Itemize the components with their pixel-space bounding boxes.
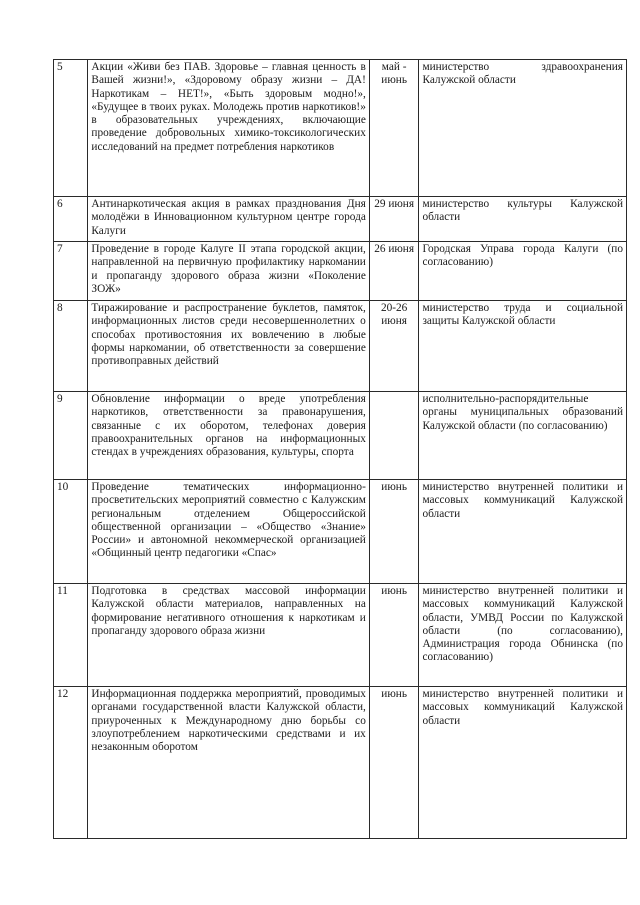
responsible-cell: министерство культуры Калужской области bbox=[419, 197, 627, 242]
responsible-cell: Городская Управа города Калуги (по согласованию) bbox=[419, 242, 627, 301]
table-row bbox=[54, 197, 627, 242]
activity-cell: Антинаркотическая акция в рамках празднования Дня молодёжи в Инновационном культурном центре города Калуги bbox=[88, 197, 369, 242]
responsible-cell: министерство труда и социальной защиты Калужской области bbox=[419, 301, 627, 392]
activity-cell: Информационная поддержка мероприятий, проводимых органами государственной власти Калужской области, приуроченных к Международному дню борьбы со злоупотреблением наркотическими средствами и их незаконным оборотом bbox=[88, 687, 369, 839]
row-number: 8 bbox=[54, 301, 88, 392]
responsible-cell: министерство внутренней политики и массовых коммуникаций Калужской области, УМВД России по Калужской области (по согласованию), Администрация города Обнинска (по согласованию) bbox=[419, 584, 627, 687]
row-number: 9 bbox=[54, 392, 88, 480]
activity-cell: Акции «Живи без ПАВ. Здоровье – главная ценность в Вашей жизни!», «Здоровому образу жизни – ДА! Наркотикам – НЕТ!», «Быть здоровым модно!», «Будущее в твоих руках. Молодежь против наркотиков!» в образовательных учреждениях, включающие проведение добровольных химико-токсикологических исследований на предмет потребления наркотиков bbox=[88, 60, 369, 197]
table-row bbox=[54, 60, 627, 197]
date-cell: май - июнь bbox=[369, 60, 419, 197]
activity-cell: Обновление информации о вреде употребления наркотиков, ответственности за правонарушения, связанные с их оборотом, телефонах доверия правоохранительных органов на информационных стендах в учреждениях образования, культуры, спорта bbox=[88, 392, 369, 480]
activity-cell: Проведение тематических информационно-просветительских мероприятий совместно с Калужским региональным отделением Общероссийской общественной организации – «Общество «Знание» России» и автономной некоммерческой организацией «Общинный центр педагогики «Спас» bbox=[88, 480, 369, 584]
row-number: 7 bbox=[54, 242, 88, 301]
date-cell: июнь bbox=[369, 584, 419, 687]
table-row bbox=[54, 242, 627, 301]
activity-cell: Тиражирование и распространение буклетов, памяток, информационных листов среди несовершеннолетних о способах противостояния их вовлечению в любые формы наркомании, об ответственности за совершение противоправных действий bbox=[88, 301, 369, 392]
date-cell: 26 июня bbox=[369, 242, 419, 301]
row-number: 6 bbox=[54, 197, 88, 242]
table-row bbox=[54, 687, 627, 839]
date-cell: 29 июня bbox=[369, 197, 419, 242]
date-cell bbox=[369, 392, 419, 480]
date-cell: июнь bbox=[369, 687, 419, 839]
activity-cell: Проведение в городе Калуге II этапа городской акции, направленной на первичную профилактику наркомании и пропаганду здорового образа жизни «Поколение ЗОЖ» bbox=[88, 242, 369, 301]
row-number: 10 bbox=[54, 480, 88, 584]
responsible-cell: министерство внутренней политики и массовых коммуникаций Калужской области bbox=[419, 480, 627, 584]
row-number: 11 bbox=[54, 584, 88, 687]
responsible-cell: исполнительно-распорядительные органы муниципальных образований Калужской области (по согласованию) bbox=[419, 392, 627, 480]
table-row bbox=[54, 584, 627, 687]
date-cell: июнь bbox=[369, 480, 419, 584]
date-cell: 20-26 июня bbox=[369, 301, 419, 392]
activity-cell: Подготовка в средствах массовой информации Калужской области материалов, направленных на формирование негативного отношения к наркотикам и пропаганду здорового образа жизни bbox=[88, 584, 369, 687]
table-row bbox=[54, 480, 627, 584]
responsible-cell: министерство здравоохранения Калужской области bbox=[419, 60, 627, 197]
events-table bbox=[53, 59, 627, 839]
row-number: 12 bbox=[54, 687, 88, 839]
responsible-cell: министерство внутренней политики и массовых коммуникаций Калужской области bbox=[419, 687, 627, 839]
row-number: 5 bbox=[54, 60, 88, 197]
table-row bbox=[54, 392, 627, 480]
table-row bbox=[54, 301, 627, 392]
